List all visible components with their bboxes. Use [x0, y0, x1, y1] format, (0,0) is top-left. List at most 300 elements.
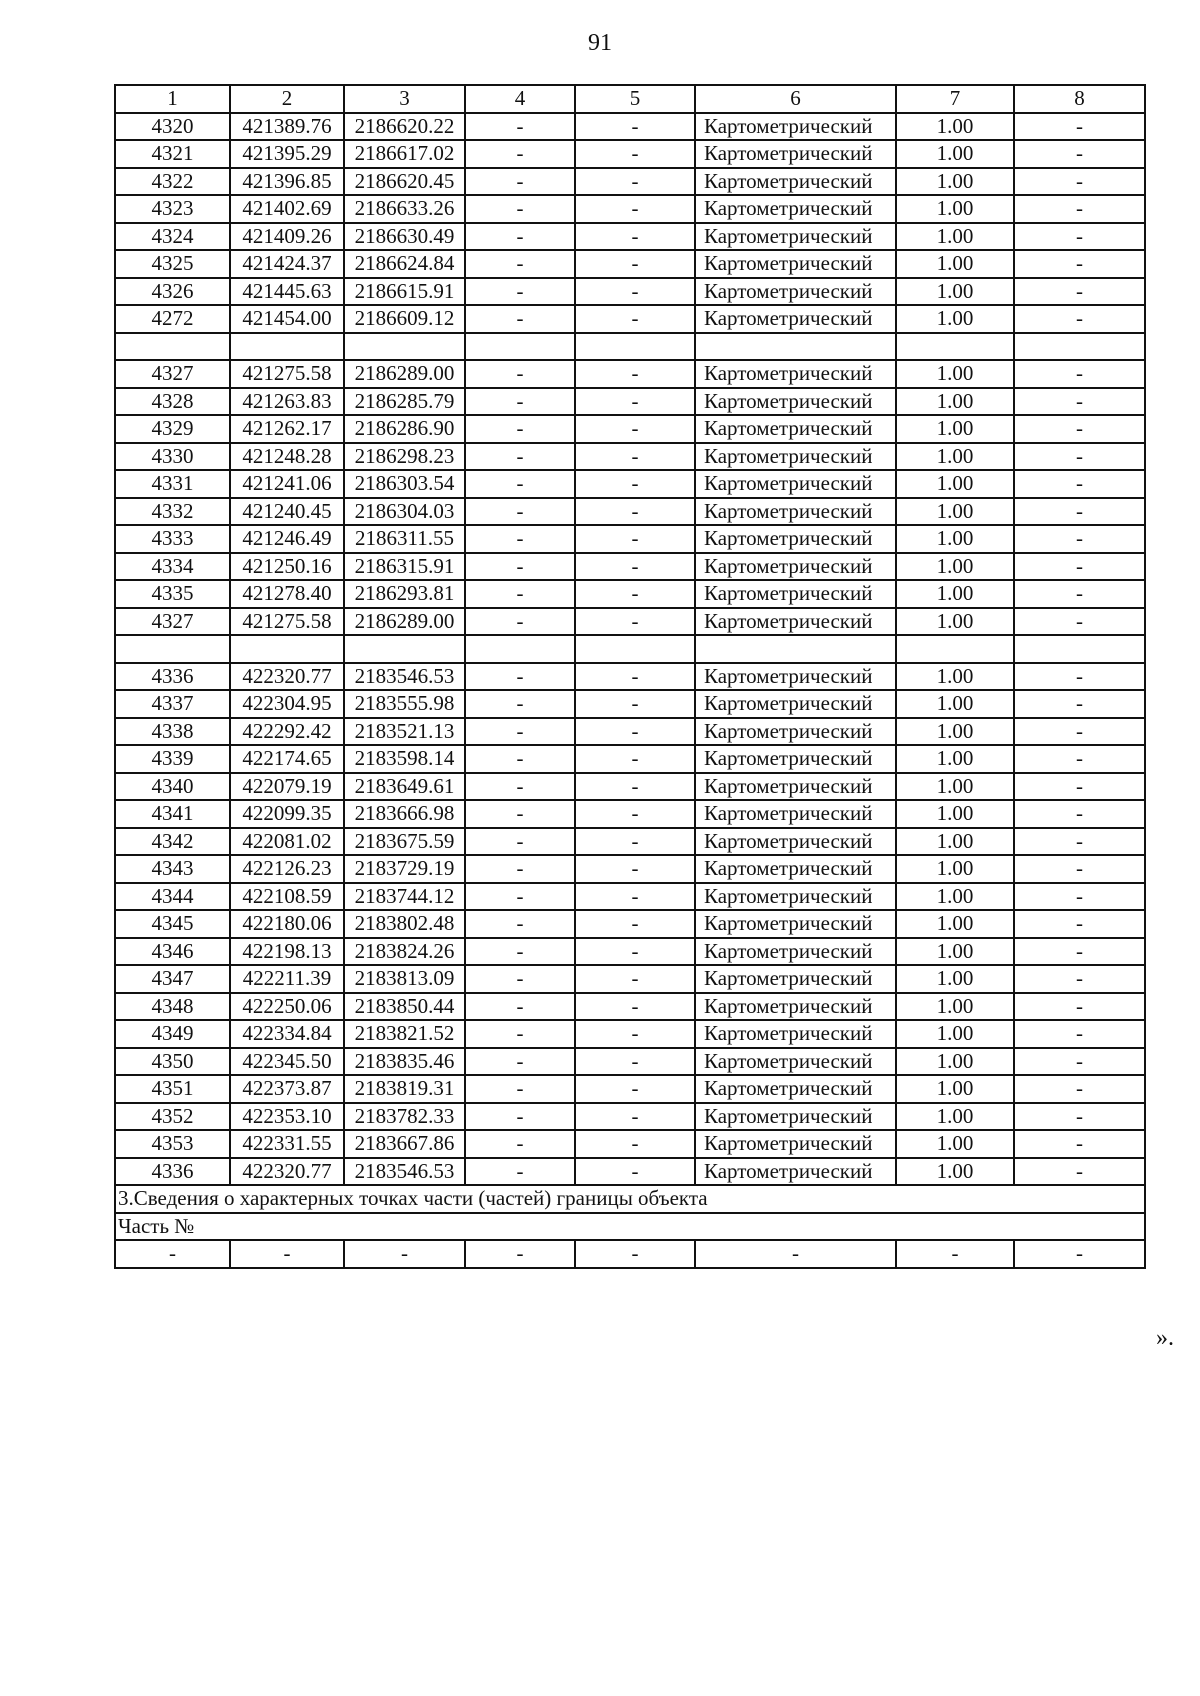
cell-col-8: - — [1014, 608, 1145, 636]
cell-point-number: 4343 — [115, 855, 230, 883]
cell-point-number: 4344 — [115, 883, 230, 911]
cell-point-number: 4330 — [115, 443, 230, 471]
cell-point-number: 4326 — [115, 278, 230, 306]
cell-point-number: - — [115, 1240, 230, 1268]
table-row — [115, 883, 1145, 911]
cell-col-5 — [575, 333, 695, 361]
cell-x-coordinate: 422292.42 — [230, 718, 344, 746]
cell-col-5: - — [575, 1075, 695, 1103]
cell-x-coordinate: 422174.65 — [230, 745, 344, 773]
cell-accuracy: 1.00 — [896, 580, 1014, 608]
cell-point-number: 4321 — [115, 140, 230, 168]
cell-y-coordinate: 2183813.09 — [344, 965, 465, 993]
cell-accuracy: 1.00 — [896, 800, 1014, 828]
cell-col-8: - — [1014, 1075, 1145, 1103]
cell-x-coordinate: 421395.29 — [230, 140, 344, 168]
cell-method: Картометрический — [695, 415, 896, 443]
cell-col-4: - — [465, 965, 575, 993]
cell-method: Картометрический — [695, 443, 896, 471]
cell-col-5: - — [575, 910, 695, 938]
cell-col-5: - — [575, 360, 695, 388]
cell-y-coordinate: 2183675.59 — [344, 828, 465, 856]
table-row — [115, 718, 1145, 746]
cell-col-5: - — [575, 745, 695, 773]
table-row — [115, 470, 1145, 498]
cell-x-coordinate: 422345.50 — [230, 1048, 344, 1076]
cell-col-5: - — [575, 113, 695, 141]
cell-col-4: - — [465, 580, 575, 608]
cell-col-4: - — [465, 388, 575, 416]
cell-y-coordinate: 2183729.19 — [344, 855, 465, 883]
cell-col-8 — [1014, 333, 1145, 361]
cell-accuracy: 1.00 — [896, 168, 1014, 196]
cell-col-8: - — [1014, 580, 1145, 608]
cell-col-5: - — [575, 663, 695, 691]
cell-point-number: 4351 — [115, 1075, 230, 1103]
cell-y-coordinate: 2186286.90 — [344, 415, 465, 443]
cell-col-8: - — [1014, 278, 1145, 306]
cell-col-8: - — [1014, 113, 1145, 141]
table-row — [115, 1075, 1145, 1103]
cell-col-5: - — [575, 250, 695, 278]
cell-point-number: 4322 — [115, 168, 230, 196]
cell-x-coordinate: 422099.35 — [230, 800, 344, 828]
table-body — [115, 85, 1145, 1268]
cell-col-4: 4 — [465, 85, 575, 113]
cell-col-5: - — [575, 1240, 695, 1268]
cell-method: Картометрический — [695, 745, 896, 773]
cell-y-coordinate: 2186617.02 — [344, 140, 465, 168]
table-row — [115, 855, 1145, 883]
cell-point-number: 4340 — [115, 773, 230, 801]
page-number: 91 — [588, 30, 612, 56]
cell-col-4: - — [465, 828, 575, 856]
cell-accuracy — [896, 635, 1014, 663]
cell-accuracy: 1.00 — [896, 360, 1014, 388]
cell-col-4: - — [465, 498, 575, 526]
cell-y-coordinate: 2186289.00 — [344, 608, 465, 636]
cell-accuracy: 1.00 — [896, 663, 1014, 691]
cell-method: Картометрический — [695, 828, 896, 856]
cell-accuracy: 7 — [896, 85, 1014, 113]
cell-accuracy: 1.00 — [896, 608, 1014, 636]
cell-col-4: - — [465, 553, 575, 581]
cell-method: Картометрический — [695, 1075, 896, 1103]
cell-x-coordinate: 421445.63 — [230, 278, 344, 306]
cell-col-8: - — [1014, 883, 1145, 911]
cell-col-8: - — [1014, 168, 1145, 196]
cell-method: Картометрический — [695, 470, 896, 498]
cell-accuracy: - — [896, 1240, 1014, 1268]
cell-y-coordinate: 2183744.12 — [344, 883, 465, 911]
closing-quote-mark: ». — [1156, 1325, 1174, 1351]
table-row — [115, 388, 1145, 416]
cell-col-4: - — [465, 305, 575, 333]
cell-x-coordinate: 421241.06 — [230, 470, 344, 498]
cell-point-number: 4334 — [115, 553, 230, 581]
cell-col-8: - — [1014, 388, 1145, 416]
cell-y-coordinate: 2186633.26 — [344, 195, 465, 223]
cell-col-4: - — [465, 938, 575, 966]
cell-x-coordinate: 421248.28 — [230, 443, 344, 471]
cell-accuracy: 1.00 — [896, 910, 1014, 938]
cell-point-number: 4325 — [115, 250, 230, 278]
cell-col-5: - — [575, 415, 695, 443]
cell-col-4: - — [465, 223, 575, 251]
cell-method: Картометрический — [695, 855, 896, 883]
cell-method: Картометрический — [695, 608, 896, 636]
cell-col-8: - — [1014, 525, 1145, 553]
cell-col-8: - — [1014, 470, 1145, 498]
cell-point-number: 4328 — [115, 388, 230, 416]
cell-col-5: - — [575, 223, 695, 251]
cell-col-4 — [465, 635, 575, 663]
cell-col-4: - — [465, 663, 575, 691]
cell-col-5: - — [575, 828, 695, 856]
cell-method: Картометрический — [695, 223, 896, 251]
cell-method: Картометрический — [695, 773, 896, 801]
cell-col-5: - — [575, 1103, 695, 1131]
table-row — [115, 965, 1145, 993]
cell-col-5: - — [575, 800, 695, 828]
cell-col-8: - — [1014, 360, 1145, 388]
cell-method: Картометрический — [695, 938, 896, 966]
cell-point-number: 4335 — [115, 580, 230, 608]
cell-col-4: - — [465, 910, 575, 938]
cell-method: 6 — [695, 85, 896, 113]
cell-y-coordinate: 2186615.91 — [344, 278, 465, 306]
cell-method: Картометрический — [695, 360, 896, 388]
table-row — [115, 608, 1145, 636]
cell-method: Картометрический — [695, 800, 896, 828]
cell-method: Картометрический — [695, 718, 896, 746]
cell-x-coordinate: 422081.02 — [230, 828, 344, 856]
table-row — [115, 498, 1145, 526]
cell-point-number: 4320 — [115, 113, 230, 141]
cell-method: Картометрический — [695, 993, 896, 1021]
header-row — [115, 85, 1145, 113]
cell-method — [695, 635, 896, 663]
cell-col-5: - — [575, 443, 695, 471]
cell-col-8: - — [1014, 305, 1145, 333]
separator-row — [115, 333, 1145, 361]
cell-point-number: 4350 — [115, 1048, 230, 1076]
cell-col-5: - — [575, 1130, 695, 1158]
cell-col-5: - — [575, 1020, 695, 1048]
cell-col-4: - — [465, 1048, 575, 1076]
cell-point-number: 4327 — [115, 360, 230, 388]
cell-col-4: - — [465, 690, 575, 718]
cell-col-8: - — [1014, 1048, 1145, 1076]
cell-method: Картометрический — [695, 250, 896, 278]
cell-col-8: - — [1014, 993, 1145, 1021]
cell-col-5: - — [575, 553, 695, 581]
cell-x-coordinate: 422353.10 — [230, 1103, 344, 1131]
cell-accuracy: 1.00 — [896, 1130, 1014, 1158]
cell-x-coordinate: 421240.45 — [230, 498, 344, 526]
cell-col-4: - — [465, 1130, 575, 1158]
cell-accuracy: 1.00 — [896, 470, 1014, 498]
empty-part-row — [115, 1240, 1145, 1268]
cell-col-4: - — [465, 718, 575, 746]
cell-accuracy: 1.00 — [896, 1048, 1014, 1076]
cell-col-5: - — [575, 1048, 695, 1076]
cell-col-5: 5 — [575, 85, 695, 113]
cell-point-number: 4336 — [115, 1158, 230, 1186]
cell-y-coordinate: 2183667.86 — [344, 1130, 465, 1158]
cell-y-coordinate: 3 — [344, 85, 465, 113]
cell-point-number: 4337 — [115, 690, 230, 718]
section-3-title: 3.Сведения о характерных точках части (частей) границы объекта — [115, 1185, 1145, 1213]
cell-y-coordinate: 2183546.53 — [344, 1158, 465, 1186]
cell-col-8: - — [1014, 443, 1145, 471]
cell-col-5: - — [575, 498, 695, 526]
cell-method: Картометрический — [695, 140, 896, 168]
table-row — [115, 828, 1145, 856]
cell-point-number: 4342 — [115, 828, 230, 856]
cell-col-4: - — [465, 1240, 575, 1268]
cell-col-8: - — [1014, 1020, 1145, 1048]
table-row — [115, 773, 1145, 801]
cell-accuracy: 1.00 — [896, 250, 1014, 278]
cell-col-5: - — [575, 168, 695, 196]
table-row — [115, 113, 1145, 141]
cell-accuracy: 1.00 — [896, 525, 1014, 553]
cell-y-coordinate: 2186311.55 — [344, 525, 465, 553]
table-row — [115, 1103, 1145, 1131]
table-row — [115, 140, 1145, 168]
cell-col-4: - — [465, 195, 575, 223]
cell-y-coordinate: 2183546.53 — [344, 663, 465, 691]
cell-accuracy: 1.00 — [896, 1020, 1014, 1048]
cell-y-coordinate: 2186285.79 — [344, 388, 465, 416]
cell-point-number: 4353 — [115, 1130, 230, 1158]
cell-y-coordinate: 2186630.49 — [344, 223, 465, 251]
cell-col-8: - — [1014, 1240, 1145, 1268]
cell-point-number: 4327 — [115, 608, 230, 636]
cell-accuracy: 1.00 — [896, 1158, 1014, 1186]
cell-col-5: - — [575, 965, 695, 993]
cell-col-8: - — [1014, 828, 1145, 856]
cell-col-8: - — [1014, 773, 1145, 801]
cell-col-5: - — [575, 883, 695, 911]
table-row — [115, 525, 1145, 553]
cell-col-8: - — [1014, 553, 1145, 581]
table-row — [115, 250, 1145, 278]
cell-accuracy: 1.00 — [896, 223, 1014, 251]
cell-point-number: 4347 — [115, 965, 230, 993]
cell-accuracy: 1.00 — [896, 305, 1014, 333]
table-row — [115, 1048, 1145, 1076]
table-row — [115, 360, 1145, 388]
cell-point-number: 4346 — [115, 938, 230, 966]
cell-point-number — [115, 635, 230, 663]
cell-point-number: 4336 — [115, 663, 230, 691]
cell-col-5: - — [575, 938, 695, 966]
cell-col-5: - — [575, 690, 695, 718]
cell-x-coordinate — [230, 635, 344, 663]
cell-method: Картометрический — [695, 580, 896, 608]
cell-y-coordinate: 2183802.48 — [344, 910, 465, 938]
cell-method: Картометрический — [695, 965, 896, 993]
cell-y-coordinate: 2183521.13 — [344, 718, 465, 746]
table-row — [115, 1158, 1145, 1186]
cell-col-8: - — [1014, 855, 1145, 883]
cell-col-4: - — [465, 773, 575, 801]
cell-col-4: - — [465, 525, 575, 553]
cell-col-4: - — [465, 113, 575, 141]
table-row — [115, 443, 1145, 471]
cell-col-5 — [575, 635, 695, 663]
cell-x-coordinate: - — [230, 1240, 344, 1268]
cell-col-8 — [1014, 635, 1145, 663]
cell-point-number: 4333 — [115, 525, 230, 553]
cell-y-coordinate: 2183821.52 — [344, 1020, 465, 1048]
separator-row — [115, 635, 1145, 663]
cell-x-coordinate: 422250.06 — [230, 993, 344, 1021]
cell-col-8: - — [1014, 938, 1145, 966]
cell-col-4: - — [465, 1075, 575, 1103]
cell-point-number: 4338 — [115, 718, 230, 746]
cell-method: - — [695, 1240, 896, 1268]
cell-x-coordinate: 421402.69 — [230, 195, 344, 223]
cell-col-4: - — [465, 140, 575, 168]
cell-x-coordinate: 422373.87 — [230, 1075, 344, 1103]
cell-accuracy: 1.00 — [896, 718, 1014, 746]
cell-method: Картометрический — [695, 388, 896, 416]
cell-accuracy: 1.00 — [896, 140, 1014, 168]
cell-method: Картометрический — [695, 305, 896, 333]
cell-method: Картометрический — [695, 113, 896, 141]
coordinates-table-wrapper — [114, 84, 1144, 1269]
cell-x-coordinate: 422180.06 — [230, 910, 344, 938]
cell-x-coordinate: 421246.49 — [230, 525, 344, 553]
cell-accuracy: 1.00 — [896, 195, 1014, 223]
cell-col-4: - — [465, 250, 575, 278]
cell-method: Картометрический — [695, 1158, 896, 1186]
cell-accuracy: 1.00 — [896, 965, 1014, 993]
table-row — [115, 553, 1145, 581]
cell-point-number: 4272 — [115, 305, 230, 333]
table-row — [115, 415, 1145, 443]
cell-y-coordinate: 2183598.14 — [344, 745, 465, 773]
cell-col-4: - — [465, 883, 575, 911]
cell-col-4 — [465, 333, 575, 361]
cell-y-coordinate — [344, 333, 465, 361]
table-row — [115, 305, 1145, 333]
cell-accuracy: 1.00 — [896, 938, 1014, 966]
table-row — [115, 223, 1145, 251]
cell-y-coordinate: 2183666.98 — [344, 800, 465, 828]
table-row — [115, 993, 1145, 1021]
cell-col-4: - — [465, 855, 575, 883]
table-row — [115, 278, 1145, 306]
table-row — [115, 580, 1145, 608]
cell-method — [695, 333, 896, 361]
cell-y-coordinate: 2183649.61 — [344, 773, 465, 801]
section-title-row — [115, 1185, 1145, 1213]
cell-x-coordinate: 422079.19 — [230, 773, 344, 801]
cell-col-4: - — [465, 1020, 575, 1048]
cell-col-5: - — [575, 608, 695, 636]
cell-col-8: - — [1014, 690, 1145, 718]
part-number-label: Часть № — [115, 1213, 1145, 1241]
cell-accuracy: 1.00 — [896, 773, 1014, 801]
cell-col-8: - — [1014, 1103, 1145, 1131]
cell-y-coordinate: 2186620.45 — [344, 168, 465, 196]
cell-y-coordinate: 2183555.98 — [344, 690, 465, 718]
cell-point-number: 4352 — [115, 1103, 230, 1131]
cell-accuracy: 1.00 — [896, 993, 1014, 1021]
cell-x-coordinate: 421409.26 — [230, 223, 344, 251]
cell-accuracy: 1.00 — [896, 883, 1014, 911]
cell-x-coordinate: 422304.95 — [230, 690, 344, 718]
cell-y-coordinate: 2186315.91 — [344, 553, 465, 581]
cell-method: Картометрический — [695, 690, 896, 718]
cell-y-coordinate: 2183819.31 — [344, 1075, 465, 1103]
cell-col-5: - — [575, 305, 695, 333]
cell-col-4: - — [465, 278, 575, 306]
cell-x-coordinate: 422320.77 — [230, 663, 344, 691]
cell-col-8: - — [1014, 1158, 1145, 1186]
cell-x-coordinate: 421278.40 — [230, 580, 344, 608]
cell-method: Картометрический — [695, 910, 896, 938]
cell-y-coordinate: 2183782.33 — [344, 1103, 465, 1131]
cell-col-4: - — [465, 443, 575, 471]
table-row — [115, 168, 1145, 196]
cell-method: Картометрический — [695, 553, 896, 581]
cell-col-8: - — [1014, 800, 1145, 828]
cell-y-coordinate: 2186289.00 — [344, 360, 465, 388]
part-label-row — [115, 1213, 1145, 1241]
cell-accuracy: 1.00 — [896, 828, 1014, 856]
cell-col-4: - — [465, 360, 575, 388]
cell-accuracy: 1.00 — [896, 1103, 1014, 1131]
cell-col-8: - — [1014, 745, 1145, 773]
cell-accuracy: 1.00 — [896, 113, 1014, 141]
cell-col-4: - — [465, 470, 575, 498]
cell-x-coordinate: 421424.37 — [230, 250, 344, 278]
cell-x-coordinate: 422320.77 — [230, 1158, 344, 1186]
cell-col-5: - — [575, 718, 695, 746]
cell-x-coordinate: 422334.84 — [230, 1020, 344, 1048]
cell-col-8: - — [1014, 140, 1145, 168]
cell-col-4: - — [465, 800, 575, 828]
cell-method: Картометрический — [695, 525, 896, 553]
cell-method: Картометрический — [695, 1048, 896, 1076]
cell-x-coordinate: 422331.55 — [230, 1130, 344, 1158]
coordinates-table — [114, 84, 1146, 1269]
cell-col-5: - — [575, 470, 695, 498]
cell-col-4: - — [465, 993, 575, 1021]
table-row — [115, 690, 1145, 718]
cell-accuracy: 1.00 — [896, 1075, 1014, 1103]
cell-method: Картометрический — [695, 663, 896, 691]
cell-x-coordinate: 421389.76 — [230, 113, 344, 141]
cell-point-number: 1 — [115, 85, 230, 113]
table-row — [115, 663, 1145, 691]
cell-col-8: - — [1014, 1130, 1145, 1158]
cell-y-coordinate: 2186624.84 — [344, 250, 465, 278]
cell-point-number: 4341 — [115, 800, 230, 828]
cell-accuracy: 1.00 — [896, 690, 1014, 718]
cell-col-8: - — [1014, 195, 1145, 223]
cell-method: Картометрический — [695, 168, 896, 196]
cell-accuracy: 1.00 — [896, 745, 1014, 773]
cell-accuracy: 1.00 — [896, 415, 1014, 443]
cell-col-5: - — [575, 388, 695, 416]
cell-col-4: - — [465, 1103, 575, 1131]
